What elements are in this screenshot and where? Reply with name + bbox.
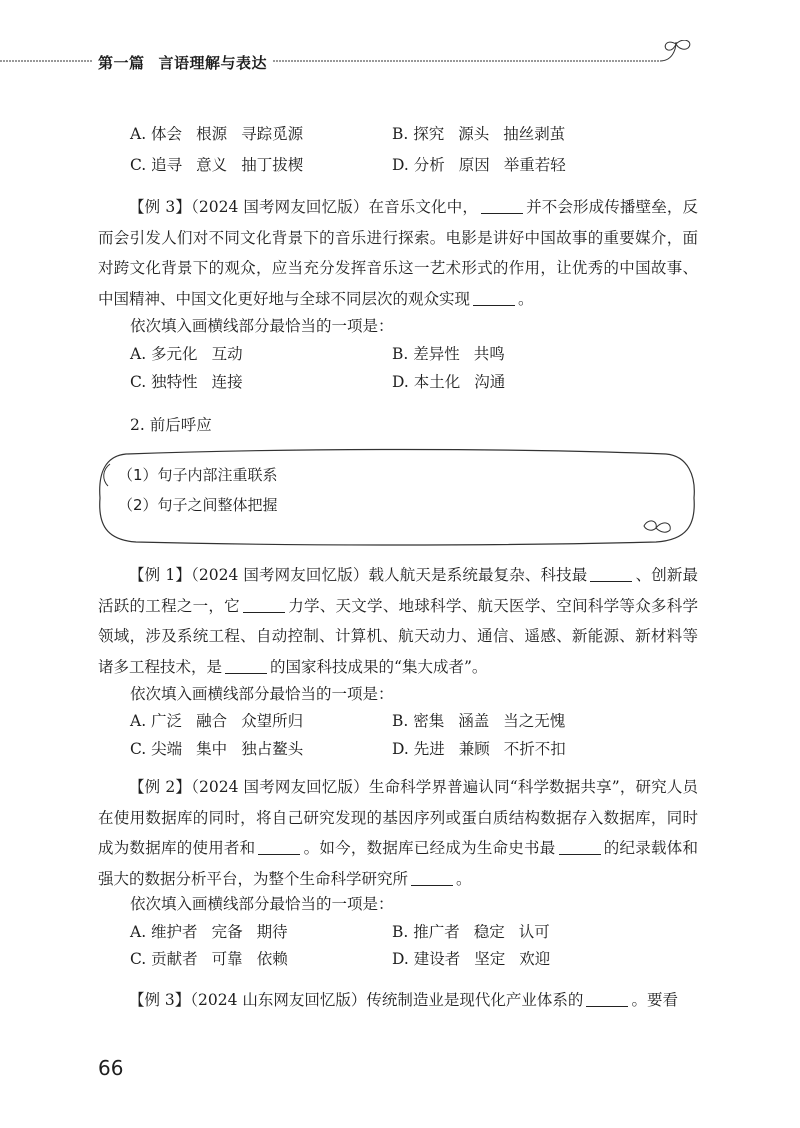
part-label: 第一篇	[98, 54, 145, 72]
question-prompt: 依次填入画横线部分最恰当的一项是：	[130, 685, 394, 703]
section-label: 言语理解与表达	[158, 54, 268, 72]
option-a: A. 体会 根源 寻踪觅源	[130, 125, 304, 143]
page-number: 66	[98, 1056, 124, 1080]
callout-point: （1）句子内部注重联系	[118, 466, 278, 484]
answer-blank	[258, 839, 300, 856]
question-paragraph: 【例 1】（2024 国考网友回忆版）载人航天是系统最复杂、科技最 、创新最活跃的工程之一，它 力学、天文学、地球科学、航天医学、空间科学等众多科学领域，涉及系统工程、自动控制、计算机、航天动力、通信、遥感、新能源、新材料等诸多工程技术，是 的国家科技成果的“集大成者”。	[98, 566, 698, 676]
section-heading: 2. 前后呼应	[130, 416, 212, 434]
question-paragraph: 【例 2】（2024 国考网友回忆版）生命科学界普遍认同“科学数据共享”，研究人员在使用数据库的同时，将自己研究发现的基因序列或蛋白质结构数据存入数据库，同时成为数据库的使用者和 。如今，数据库已经成为生命史书最 的纪录载体和强大的数据分析平台，为整个生命科学研究所 。	[98, 778, 698, 888]
option-c: C. 尖端 集中 独占鳌头	[130, 740, 304, 758]
question-prompt: 依次填入画横线部分最恰当的一项是：	[130, 895, 394, 913]
leaf-icon	[644, 521, 670, 532]
option-d: D. 本土化 沟通	[392, 373, 506, 391]
option-b: B. 推广者 稳定 认可	[392, 923, 550, 941]
option-c: C. 独特性 连接	[130, 373, 243, 391]
option-a: A. 多元化 互动	[130, 345, 243, 363]
callout-point: （2）句子之间整体把握	[118, 496, 278, 514]
question-paragraph: 【例 3】（2024 山东网友回忆版）传统制造业是现代化产业体系的 。要看	[129, 991, 678, 1009]
option-c: C. 贡献者 可靠 依赖	[130, 950, 288, 968]
option-c: C. 追寻 意义 抽丁拔楔	[130, 156, 304, 174]
chapter-title	[92, 52, 273, 73]
answer-blank	[586, 991, 628, 1008]
answer-blank	[225, 657, 267, 674]
answer-blank	[481, 198, 523, 215]
option-a: A. 维护者 完备 期待	[130, 923, 288, 941]
answer-blank	[590, 566, 632, 583]
answer-blank	[243, 596, 285, 613]
answer-blank	[559, 839, 601, 856]
option-b: B. 差异性 共鸣	[392, 345, 505, 363]
option-d: D. 分析 原因 举重若轻	[392, 156, 566, 174]
answer-blank	[411, 869, 453, 886]
option-d: D. 先进 兼顾 不折不扣	[392, 740, 566, 758]
answer-blank	[473, 289, 515, 306]
option-d: D. 建设者 坚定 欢迎	[392, 950, 551, 968]
question-paragraph: 【例 3】（2024 国考网友回忆版）在音乐文化中， 并不会形成传播壁垒，反而会引发人们对不同文化背景下的音乐进行探索。电影是讲好中国故事的重要媒介，面对跨文化背景下的观众，应当充分发挥音乐这一艺术形式的作用，让优秀的中国故事、中国精神、中国文化更好地与全球不同层次的观众实现 。	[98, 198, 698, 308]
question-prompt: 依次填入画横线部分最恰当的一项是：	[130, 317, 394, 335]
running-header	[0, 40, 800, 100]
option-a: A. 广泛 融合 众望所归	[130, 712, 304, 730]
option-b: B. 探究 源头 抽丝剥茧	[392, 125, 566, 143]
option-b: B. 密集 涵盖 当之无愧	[392, 712, 566, 730]
